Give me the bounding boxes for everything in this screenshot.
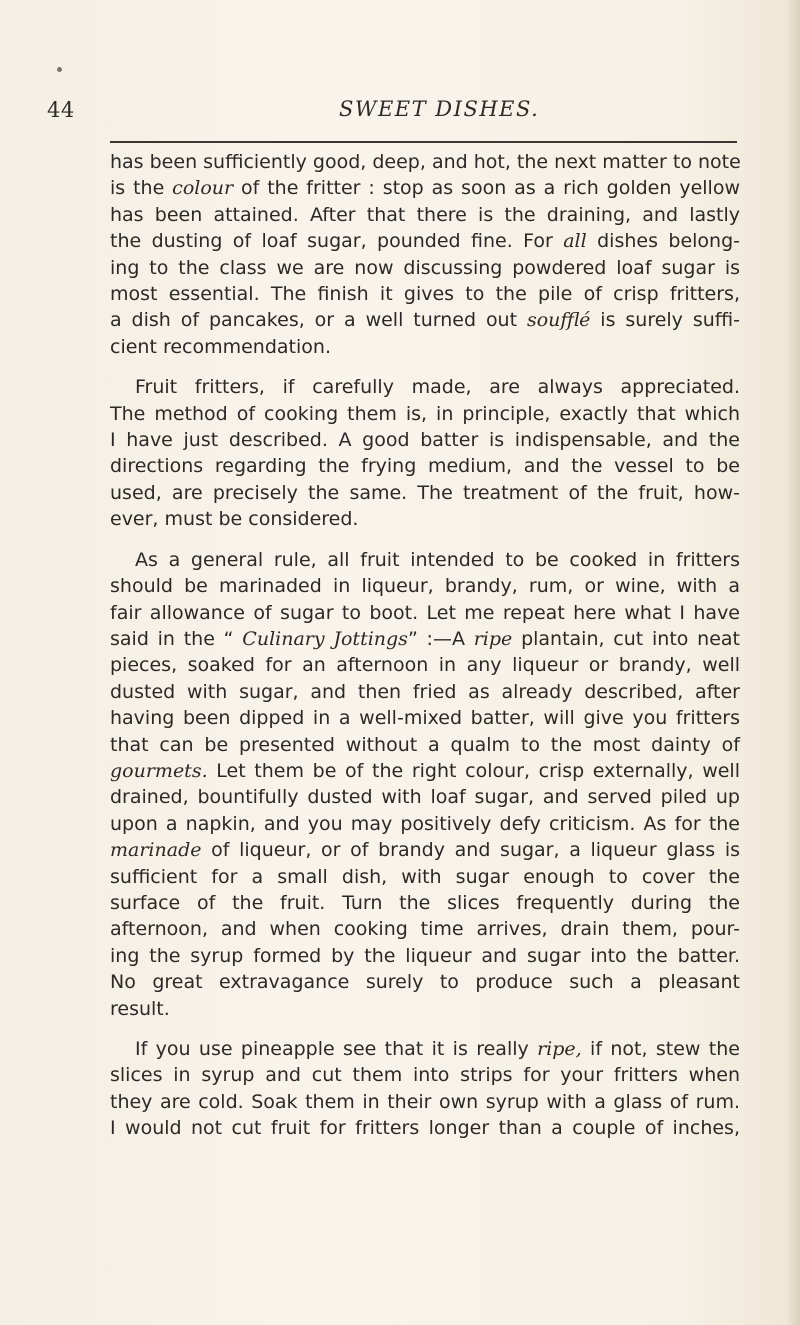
text-run: has been attained. After that there is the draining, and lastly: [110, 203, 740, 226]
text-line: [110, 864, 740, 890]
text-line: [110, 506, 740, 532]
text-run: cient recommendation.: [110, 335, 331, 358]
text-run: dishes belong-: [586, 230, 740, 253]
paragraph-3: [110, 547, 740, 1022]
paragraph-1: [110, 149, 740, 360]
text-line: [110, 1062, 740, 1088]
text-line: [110, 705, 740, 731]
text-run: having been dipped in a well-mixed batter, will give you fritters: [110, 707, 740, 730]
text-line: [110, 573, 740, 599]
text-run: fair allowance of sugar to boot. Let me repeat here what I have: [110, 601, 740, 624]
text-line: [110, 307, 740, 333]
text-run: most essential. The finish it gives to the pile of crisp fritters,: [110, 283, 740, 306]
text-run: ing to the class we are now discussing powdered loaf sugar is: [110, 256, 740, 279]
text-run: If you use pineapple see that it is really: [135, 1038, 538, 1060]
italic-text: marinade: [110, 839, 202, 862]
text-run: I have just described. A good batter is indispensable, and the: [110, 429, 740, 452]
text-run: of the fritter : stop as soon as a rich golden yellow: [233, 177, 740, 200]
text-line: [110, 996, 740, 1022]
text-line: [110, 943, 740, 969]
text-line: [110, 837, 740, 863]
text-line: [110, 732, 740, 758]
text-line: [110, 811, 740, 837]
text-run: is the: [110, 177, 173, 200]
text-run: directions regarding the frying medium, and the vessel to be: [110, 455, 740, 478]
text-run: upon a napkin, and you may positively defy criticism. As for the: [110, 812, 740, 835]
text-line: [110, 758, 740, 784]
header-rule: [110, 141, 737, 143]
text-run: sufficient for a small dish, with sugar enough to cover the: [110, 865, 740, 888]
text-run: No great extravagance surely to produce such a pleasant: [110, 971, 740, 994]
text-line: [110, 916, 740, 942]
text-line: [110, 626, 740, 652]
text-run: As a general rule, all fruit intended to be cooked in fritters: [135, 548, 740, 571]
text-run: ever, must be considered.: [110, 508, 359, 531]
text-run: result.: [110, 997, 170, 1020]
text-run: that can be presented without a qualm to the most dainty of: [110, 733, 740, 756]
text-run: drained, bountifully dusted with loaf sugar, and served piled up: [110, 786, 740, 809]
text-run: has been sufficiently good, deep, and hot, the next matter to note: [110, 151, 741, 173]
text-run: ing the syrup formed by the liqueur and sugar into the batter.: [110, 944, 740, 967]
text-run: I would not cut fruit for fritters longer than a couple of inches,: [110, 1117, 740, 1140]
text-run: they are cold. Soak them in their own syrup with a glass of rum.: [110, 1090, 740, 1113]
text-line: [110, 281, 740, 307]
text-line: [110, 679, 740, 705]
text-run: afternoon, and when cooking time arrives, drain them, pour-: [110, 918, 740, 941]
text-line: [110, 202, 740, 228]
page-number: 44: [47, 98, 75, 122]
text-line: [110, 480, 740, 506]
text-run: surface of the fruit. Turn the slices frequently during the: [110, 891, 740, 914]
text-run: the dusting of loaf sugar, pounded fine. For: [110, 230, 564, 253]
text-line: [110, 453, 740, 479]
text-run: dusted with sugar, and then fried as already described, after: [110, 680, 740, 703]
italic-text: Culinary Jottings: [242, 627, 408, 650]
text-line: [110, 547, 740, 573]
text-line: [110, 175, 740, 201]
italic-text: gourmets.: [110, 759, 208, 782]
text-run: The method of cooking them is, in principle, exactly that which: [110, 402, 740, 425]
text-line: [110, 149, 740, 175]
page-header: [0, 98, 800, 128]
ink-speck: [57, 67, 62, 72]
text-run: used, are precisely the same. The treatment of the fruit, how-: [110, 481, 740, 504]
text-run: a dish of pancakes, or a well turned out: [110, 309, 527, 332]
text-line: [110, 1115, 740, 1141]
italic-text: ripe: [473, 627, 513, 650]
paragraph-4: [110, 1036, 740, 1142]
text-run: is surely suffi-: [590, 309, 740, 332]
text-line: [110, 334, 740, 360]
text-run: if not, stew the: [581, 1038, 740, 1060]
body-text: [110, 149, 740, 1142]
italic-text: ripe,: [537, 1038, 582, 1060]
text-line: [110, 969, 740, 995]
text-run: Fruit fritters, if carefully made, are always appreciated.: [135, 376, 740, 399]
text-line: [110, 228, 740, 254]
text-line: [110, 890, 740, 916]
italic-text: soufflé: [526, 309, 591, 332]
italic-text: colour: [172, 177, 234, 200]
text-run: Let them be of the right colour, crisp externally, well: [207, 759, 740, 782]
text-run: slices in syrup and cut them into strips for your fritters when: [110, 1064, 740, 1087]
text-line: [110, 652, 740, 678]
text-line: [110, 255, 740, 281]
text-run: of liqueur, or of brandy and sugar, a liqueur glass is: [201, 839, 740, 862]
italic-text: all: [563, 230, 587, 253]
text-line: [110, 401, 740, 427]
text-run: pieces, soaked for an afternoon in any liqueur or brandy, well: [110, 654, 740, 677]
text-run: ” :—A: [407, 627, 474, 650]
text-run: plantain, cut into neat: [512, 627, 740, 650]
text-line: [110, 427, 740, 453]
text-run: said in the “: [110, 627, 243, 650]
running-head: SWEET DISHES.: [339, 97, 540, 121]
text-line: [110, 374, 740, 400]
page-edge-shadow: [786, 0, 800, 1325]
paragraph-2: [110, 374, 740, 532]
text-line: [110, 784, 740, 810]
text-line: [110, 1089, 740, 1115]
text-line: [110, 1036, 740, 1062]
text-run: should be marinaded in liqueur, brandy, rum, or wine, with a: [110, 575, 740, 598]
text-line: [110, 600, 740, 626]
